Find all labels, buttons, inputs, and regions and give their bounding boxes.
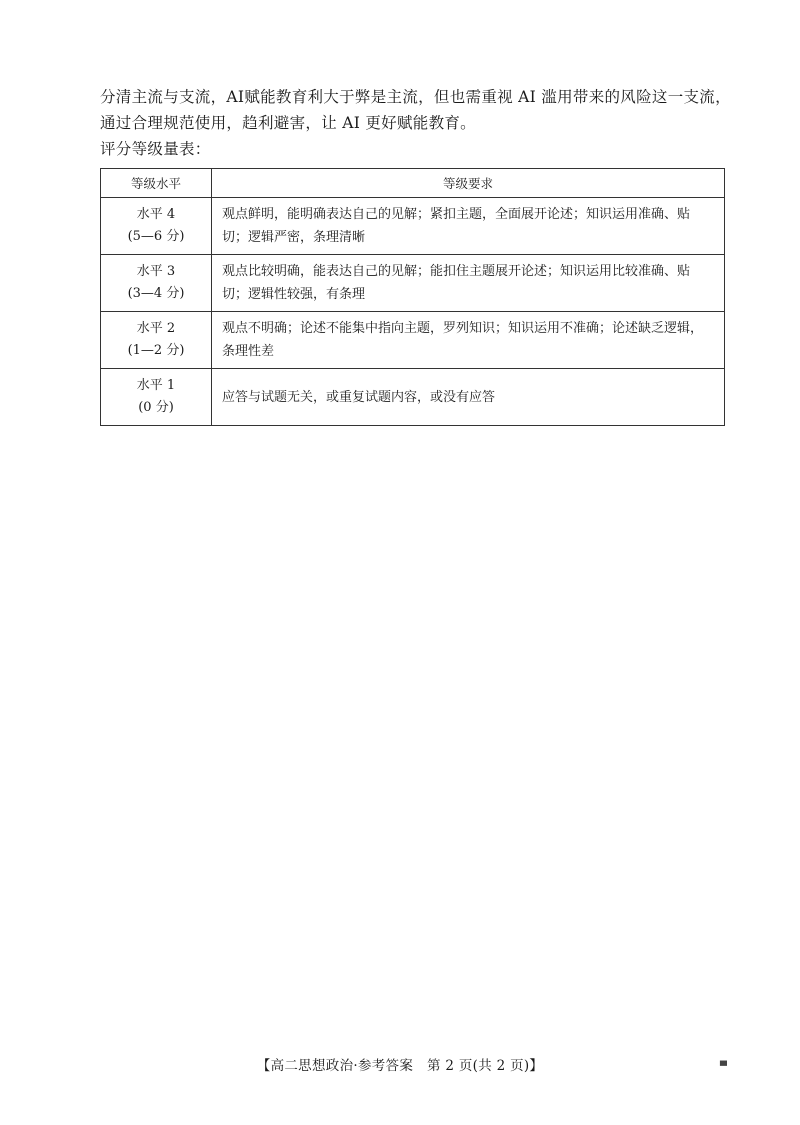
requirement-cell: 观点不明确；论述不能集中指向主题，罗列知识；知识运用不准确；论述缺乏逻辑，条理性差 — [212, 312, 725, 369]
level-cell — [101, 198, 212, 255]
table-row — [101, 312, 725, 369]
requirement-cell: 观点鲜明，能明确表达自己的见解；紧扣主题，全面展开论述；知识运用准确、贴切；逻辑严密，条理清晰 — [212, 198, 725, 255]
level-score: (0 分) — [138, 400, 174, 415]
paragraph-line-2: 通过合理规范使用，趋利避害，让 AI 更好赋能教育。 — [100, 114, 476, 132]
answer-paragraph — [100, 84, 730, 162]
level-cell — [101, 255, 212, 312]
level-score: (1—2 分) — [127, 343, 185, 358]
grading-scale-table — [100, 168, 725, 426]
table-row — [101, 198, 725, 255]
level-cell — [101, 369, 212, 426]
page-footer: 【高二思想政治·参考答案 第 2 页(共 2 页)】 — [256, 1058, 544, 1074]
requirement-cell: 观点比较明确，能表达自己的见解；能扣住主题展开论述；知识运用比较准确、贴切；逻辑性较强，有条理 — [212, 255, 725, 312]
header-level: 等级水平 — [101, 169, 212, 198]
table-row — [101, 255, 725, 312]
level-score: (5—6 分) — [127, 229, 185, 244]
header-requirement: 等级要求 — [212, 169, 725, 198]
table-header-row — [101, 169, 725, 198]
level-cell — [101, 312, 212, 369]
level-label: 水平 4 — [136, 207, 176, 222]
requirement-cell: 应答与试题无关，或重复试题内容，或没有应答 — [212, 369, 725, 426]
table-row — [101, 369, 725, 426]
scale-heading: 评分等级量表： — [100, 140, 211, 158]
level-score: (3—4 分) — [127, 286, 185, 301]
corner-mark: ▀ — [720, 1062, 727, 1072]
level-label: 水平 2 — [136, 321, 176, 336]
level-label: 水平 1 — [136, 378, 176, 393]
level-label: 水平 3 — [136, 264, 176, 279]
paragraph-line-1: 分清主流与支流，AI赋能教育利大于弊是主流，但也需重视 AI 滥用带来的风险这一支流， — [100, 88, 731, 106]
